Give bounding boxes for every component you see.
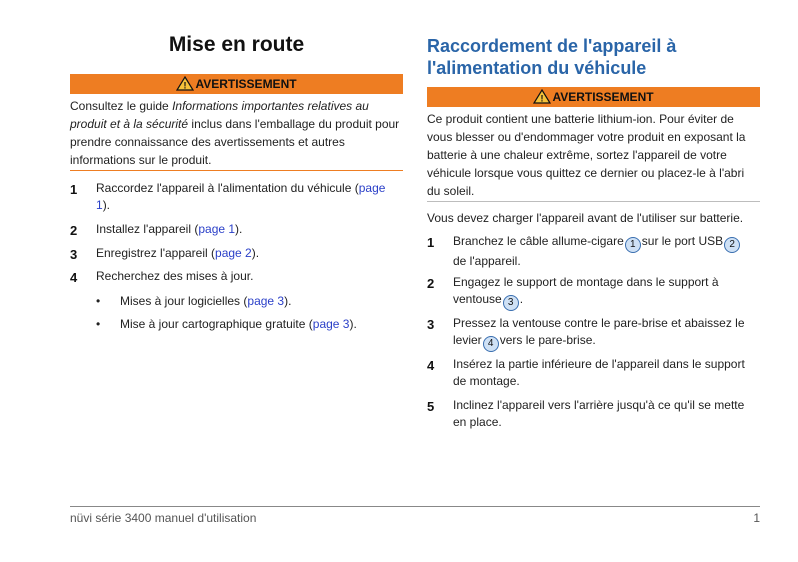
warning-divider (70, 170, 403, 171)
callout-marker: 1 (625, 237, 641, 253)
warning-text: Consultez le guide Informations importantes relatives au produit et à la sécurité inclus dans l'emballage du produit pour prendre connaissance des avertissements et autres informations sur le produit. (70, 99, 400, 167)
callout-marker: 2 (724, 237, 740, 253)
page-title: Mise en route (168, 33, 305, 56)
page-link[interactable]: page 1 (96, 181, 386, 212)
callout-marker: 4 (483, 336, 499, 352)
warning-label: AVERTISSEMENT (552, 90, 654, 104)
page-link[interactable]: page 1 (198, 222, 236, 236)
callout-marker: 3 (503, 295, 519, 311)
warning-banner (70, 74, 403, 94)
manual-name: nüvi série 3400 manuel d'utilisation (70, 511, 257, 525)
warning-divider (427, 201, 760, 202)
section-title: Raccordement de l'appareil à l'alimentation du véhicule (427, 36, 677, 78)
warning-label: AVERTISSEMENT (195, 77, 297, 91)
page-number: 1 (753, 511, 760, 525)
page-link[interactable]: page 3 (247, 294, 285, 308)
warning-triangle-icon (176, 76, 194, 98)
intro-text: Vous devez charger l'appareil avant de l'utiliser sur batterie. (427, 211, 744, 225)
warning-triangle-icon (533, 89, 551, 111)
footer-divider (70, 506, 760, 507)
svg-text:!: ! (540, 93, 544, 104)
warning-banner (427, 87, 760, 107)
page-link[interactable]: page 2 (215, 246, 252, 260)
page-link[interactable]: page 3 (312, 317, 350, 331)
warning-text: Ce produit contient une batterie lithium-ion. Pour éviter de vous blesser ou d'endommager votre produit en exposant la batterie à une chaleur extrême, sortez l'appareil de votre véhicule lorsque vous quittez ce dernier ou placez-le à l'abri du soleil. (427, 112, 746, 198)
svg-text:!: ! (183, 80, 187, 91)
